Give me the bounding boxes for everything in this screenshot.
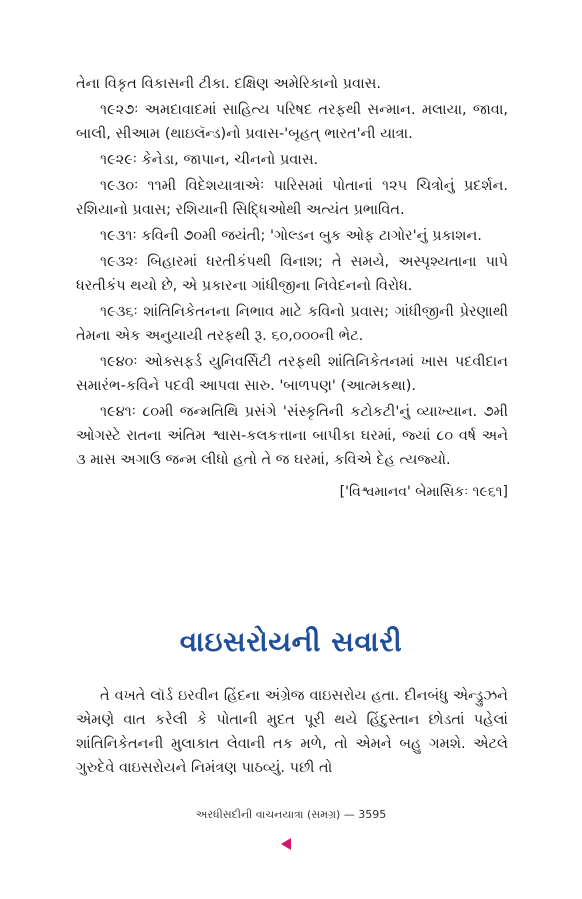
source-citation: ['વિશ્વમાનવ' બેમાસિકઃ ૧૯૬૧]	[339, 484, 508, 500]
chronology-section	[76, 72, 508, 504]
paragraph-1932: ૧૯૩૨ઃ બિહારમાં ધરતીકંપથી વિનાશ; તે સમયે, અસ્પૃશ્યતાના પાપે ધરતીકંપ થયો છે, એ પ્રકારના ગાંધીજીના નિવેદનનો વિરોધ.	[76, 254, 508, 294]
viceroy-section	[76, 684, 508, 782]
paragraph-continuation: તેના વિકૃત વિકાસની ટીકા. દક્ષિણ અમેરિકાનો પ્રવાસ.	[76, 76, 381, 92]
section-paragraph: તે વખતે લૉર્ડ ઇરવીન હિંદના અંગ્રેજ વાઇસરોય હતા. દીનબંધુ એન્ડ્રુઝને એમણે વાત કરેલી કે પોતાની મુદત પૂરી થયે હિંદુસ્તાન છોડતાં પહેલાં શાંતિનિકેતનની મુલાકાત લેવાની તક મળે, તો એમને બહુ ગમશે. એટલે ગુરુદેવે વાઇસરોયને નિમંત્રણ પાઠવ્યું. પછી તો	[76, 688, 508, 776]
paragraph-1931: ૧૯૩૧ઃ કવિની ૭૦મી જયંતી; 'ગોલ્ડન બુક ઓફ ટાગોર'નું પ્રકાશન.	[100, 228, 482, 244]
paragraph-1929: ૧૯૨૯ઃ કેનેડા, જાપાન, ચીનનો પ્રવાસ.	[100, 152, 319, 168]
paragraph-1940: ૧૯૪૦ઃ ઓક્સફર્ડ યુનિવર્સિટી તરફથી શાંતિનિકેતનમાં ખાસ પદવીદાન સમારંભ-કવિને પદવી આપવા સારુ. 'બાળપણ' (આત્મકથા).	[76, 354, 508, 394]
section-heading: વાઇસરોયની સવારી	[179, 625, 403, 658]
paragraph-1941: ૧૯૪૧ઃ ૮૦મી જન્મતિથિ પ્રસંગે 'સંસ્કૃતિની કટોકટી'નું વ્યાખ્યાન. ૭મી ઓગસ્ટે રાતના અંતિમ શ્વાસ-કલકત્તાના બાપીકા ઘરમાં, જ્યાં ૮૦ વર્ષ અને ૩ માસ અગાઉ જન્મ લીધો હતો તે જ ઘરમાં, કવિએ દેહ ત્યજ્યો.	[76, 404, 508, 468]
page-footer: અરધીસદીની વાચનયાત્રા (સમગ્ર) — 3595	[195, 808, 387, 821]
paragraph-1930: ૧૯૩૦ઃ ૧૧મી વિદેશયાત્રાએઃ પારિસમાં પોતાનાં ૧૨૫ ચિત્રોનું પ્રદર્શન. રશિયાનો પ્રવાસ; રશિયાની સિદ્ધિઓથી અત્યંત પ્રભાવિત.	[76, 178, 508, 218]
paragraph-1936: ૧૯૩૬ઃ શાંતિનિકેતનના નિભાવ માટે કવિનો પ્રવાસ; ગાંધીજીની પ્રેરણાથી તેમના એક અનુયાયી તરફથી રૂ. ૬૦,૦૦૦ની ભેટ.	[76, 304, 508, 344]
back-arrow-icon[interactable]	[281, 838, 291, 850]
paragraph-1927: ૧૯૨૭ઃ અમદાવાદમાં સાહિત્ય પરિષદ તરફથી સન્માન. મલાયા, જાવા, બાલી, સીઆમ (થાઇલૅન્ડ)નો પ્રવાસ-'બૃહત્ ભારત'ની યાત્રા.	[76, 102, 508, 142]
